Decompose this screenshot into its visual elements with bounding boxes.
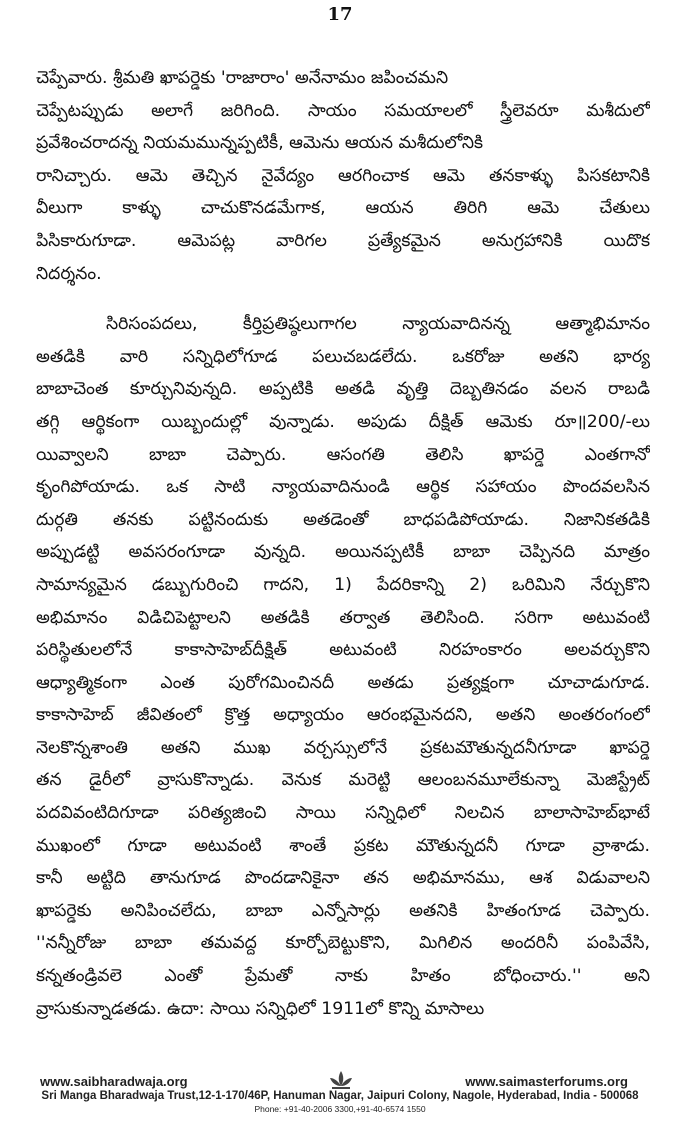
text-line: బాబాచెంత కూర్చునివున్నది. అప్పటికి అతడి వృత్తి దెబ్బతినడం వలన రాబడి [36,379,650,400]
footer-link-saibharadwaja[interactable]: www.saibharadwaja.org [40,1074,188,1089]
text-line: ఖాపర్డెకు అనిపించలేదు, బాబా ఎన్నోసార్లు అతనికి హితంగూడ చెప్పారు. [36,900,650,921]
lotus-emblem-icon [328,1070,354,1090]
text-line: చెప్పేటప్పుడు అలాగే జరిగింది. సాయం సమయాలలో స్త్రీలెవరూ మశీదులో [36,100,650,121]
text-line: అప్పుడట్టి అవసరంగూడా వున్నది. అయినప్పటికీ బాబా చెప్పినది మాత్రం [36,542,650,563]
text-line: నిదర్శనం. [36,263,102,284]
text-line: దుర్గతి తనకు పట్టినందుకు అతడెంతో బాధపడిపోయాడు. నిజానికతడికి [36,509,650,530]
text-line: పదవివంటిదిగూడా పరిత్యజించి సాయి సన్నిధిలో నిలచిన బాలాసాహెబ్‌భాటే [36,803,650,824]
text-line: వీలుగా కాళ్ళు చాచుకొనడమేగాక, ఆయన తిరిగి ఆమె చేతులు [36,198,650,219]
paragraph [36,62,650,290]
text-line: వ్రాసుకున్నాడతడు. ఉదా: సాయి సన్నిధిలో 1911లో కొన్ని మాసాలు [36,998,485,1019]
text-line: కన్నతండ్రివలె ఎంతో ప్రేమతో నాకు హితం బోధించారు.'' అని [36,966,650,987]
text-line: తన డైరీలో వ్రాసుకొన్నాడు. వెనుక మరెట్టి ఆలంబనమూలేకున్నా మెజిస్ట్రేట్ [36,770,650,791]
text-line: పిసికారుగూడా. ఆమెపట్ల వారిగల ప్రత్యేకమైన అనుగ్రహానికి యిదొక [36,230,650,251]
footer-link-saimasterforums[interactable]: www.saimasterforums.org [465,1074,628,1089]
text-line: అతడికి వారి సన్నిధిలోగూడ పలుచబడలేదు. ఒకరోజు అతని భార్య [36,346,650,367]
text-line: యివ్వాలని బాబా చెప్పారు. ఆసంగతి తెలిసి ఖాపర్డె ఎంతగానో [36,444,650,465]
text-line: ఆధ్యాత్మికంగా ఎంత పురోగమించినదీ అతడు ప్రత్యక్షంగా చూచాడుగూడ. [36,672,650,693]
footer-phone: Phone: +91-40-2006 3300,+91-40-6574 1550 [254,1104,426,1114]
page-footer [0,1074,680,1122]
text-line: ముఖంలో గూడా అటువంటి శాంతే ప్రకట మౌతున్నదనీ గూడా వ్రాశాడు. [36,835,650,856]
text-line: సామాన్యమైన డబ్బుగురించి గాదని, 1) పేదరికాన్ని 2) ఒరిమిని నేర్చుకొని [36,574,650,595]
text-line: కాకాసాహెబ్ జీవితంలో క్రొత్త అధ్యాయం ఆరంభమైనదని, అతని అంతరంగంలో [36,705,650,726]
text-line: తగ్గి ఆర్థికంగా యిబ్బందుల్లో వున్నాడు. అపుడు దీక్షిత్ ఆమెకు రూ॥200/-లు [36,411,650,432]
text-line: రానిచ్చారు. ఆమె తెచ్చిన నైవేద్యం ఆరగించాక ఆమె తనకాళ్ళు పిసకటానికి [36,165,650,186]
text-line: అభిమానం విడిచిపెట్టాలని అతడికి తర్వాత తెలిసింది. సరిగా అటువంటి [36,607,650,628]
text-line: చెప్పేవారు. శ్రీమతి ఖాపర్డెకు 'రాజారాం' అనేనామం జపించమని [36,68,449,88]
text-line: ''నన్నీరోజు బాబా తమవద్ద కూర్చోబెట్టుకొని, మిగిలిన అందరినీ పంపివేసి, [36,933,650,954]
text-line: పరిస్థితులలోనే కాకాసాహెబ్‌దీక్షిత్ అటువంటి నిరహంకారం అలవర్చుకొని [36,640,650,661]
footer-address: Sri Manga Bharadwaja Trust,12-1-170/46P, Hanuman Nagar, Jaipuri Colony, Nagole, Hyderabad, India - 500068 [41,1090,639,1102]
page-number: 17 [327,4,353,25]
text-line: కానీ అట్టిది తానుగూడ పొందడానికైనా తన అభిమానము, ఆశ విడువాలని [36,868,650,889]
body-text [36,62,650,1025]
text-line: ప్రవేశించరాదన్న నియమమున్నప్పటికీ, ఆమెను ఆయన మశీదులోనికి [36,133,483,154]
text-line: కృంగిపోయాడు. ఒక సాటి న్యాయవాదినుండి ఆర్థిక సహాయం పొందవలసిన [36,477,650,498]
text-line: నెలకొన్నశాంతి అతని ముఖ వర్చస్సులోనే ప్రకటమౌతున్నదనీగూడా ఖాపర్డె [36,737,650,758]
text-line: సిరిసంపదలు, కీర్తిప్రతిష్ఠలుగాగల న్యాయవాదినన్న ఆత్మాభిమానం [106,314,650,335]
paragraph [36,308,650,1025]
